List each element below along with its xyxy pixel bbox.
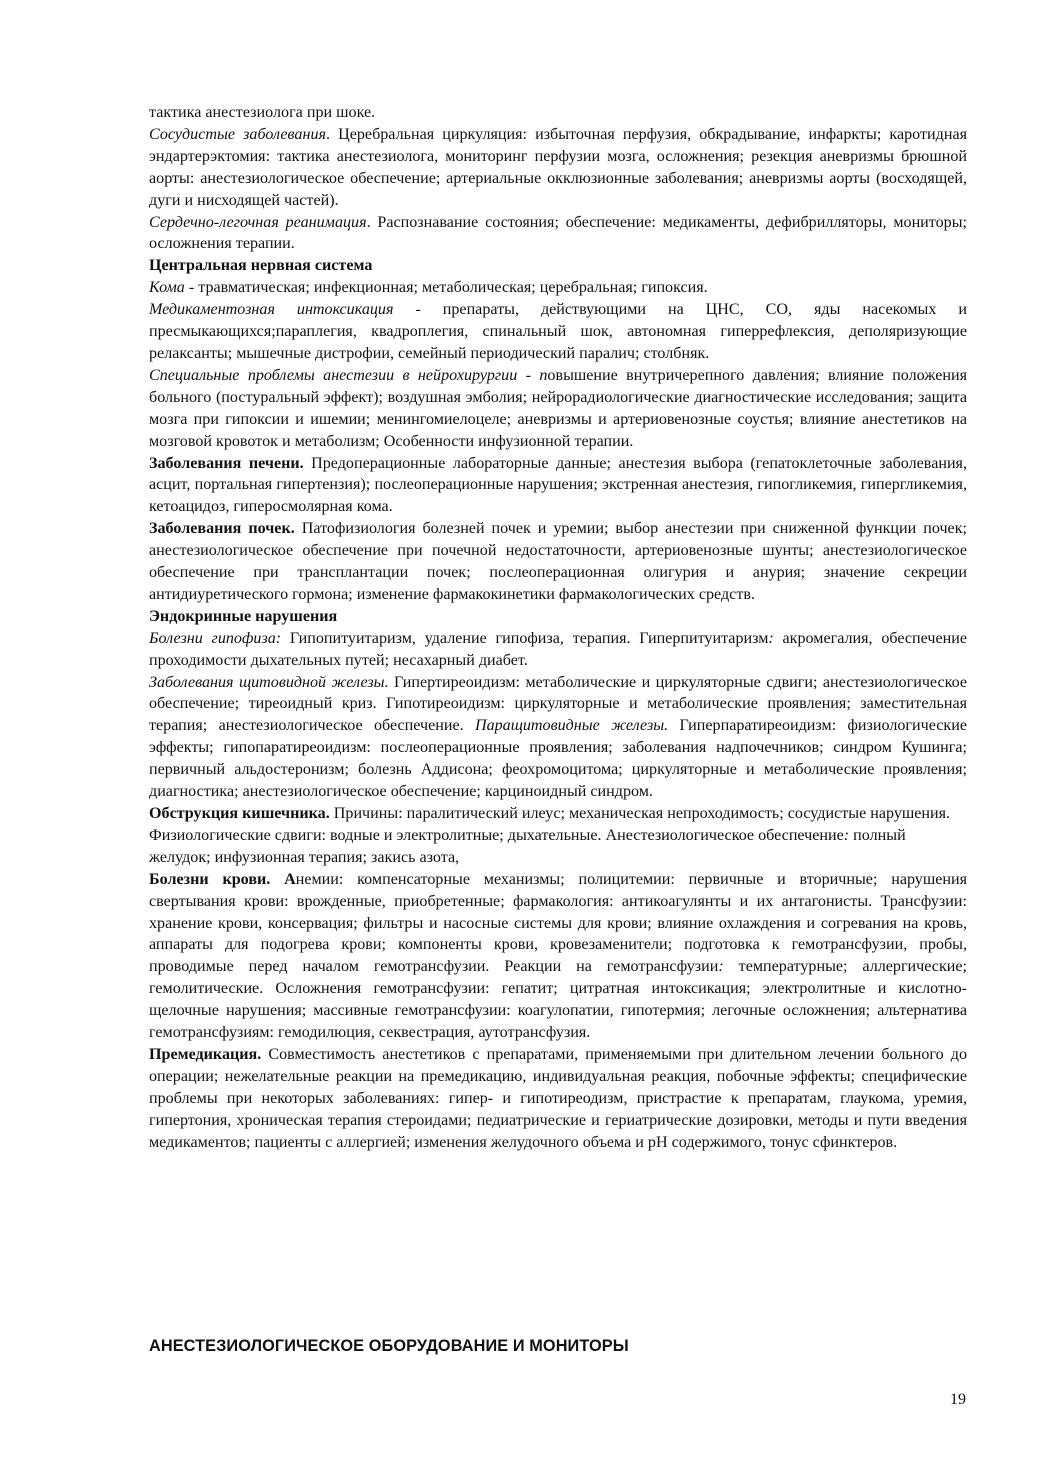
text-run: Патофизиология болезней почек и уремии; выбор анестезии при сниженной функции почек; анестезиологическое обеспечение при почечной недостаточности, артериовенозные шунты; анестезиологическое обеспечение при трансплантации почек; послеоперационная олигурия и анурия; значение секреции антидиуретического гормона; изменение фармакокинетики фармакологических средств. (149, 520, 967, 603)
text-run: Центральная нервная система (149, 257, 373, 275)
text-run: Паращитовидные железы. (474, 717, 669, 735)
text-run: Предоперационные лабораторные данные; анестезия выбора (гепатоклеточные заболевания, асцит, портальная гипертензия); послеоперационные нарушения; экстренная анестезия, гипогликемия, гипергликемия, кетоацидоз, гиперосмолярная кома. (149, 454, 967, 516)
paragraph-blood (149, 869, 967, 1044)
paragraph-intoxication (149, 299, 967, 365)
text-run: Специальные проблемы анестезии в нейрохирургии - п (149, 366, 548, 384)
paragraph-vascular (149, 124, 967, 212)
paragraph-shock-end (149, 102, 967, 124)
text-run: : (768, 629, 774, 647)
paragraph-kidney (149, 518, 967, 606)
paragraph-coma (149, 277, 967, 299)
text-run: Болезни крови. А (149, 870, 296, 888)
text-run: Эндокринные нарушения (149, 607, 338, 625)
text-run: Кома - (149, 279, 199, 297)
paragraph-liver (149, 453, 967, 519)
paragraph-cns-heading (149, 255, 967, 277)
paragraph-premedication (149, 1044, 967, 1154)
paragraph-bowel (149, 803, 967, 869)
text-run: Гиперпаратиреоидизм: физиологические эффекты; гипопаратиреоидизм: послеоперационные проявления; заболевания надпочечников; синдром Кушинга; первичный альдостеронизм; болезнь Аддисона; феохромоцитома; циркуляторные и метаболические проявления; диагностика; анестезиологическое обеспечение; карциноидный синдром. (149, 717, 968, 801)
text-run: акромегалия, обеспечение проходимости дыхательных путей; несахарный диабет. (149, 629, 967, 669)
paragraph-neurosurgery (149, 365, 967, 453)
page-number: 19 (950, 1391, 966, 1408)
text-run: Медикаментозная интоксикация (149, 301, 394, 319)
paragraph-pituitary (149, 628, 967, 672)
text-run: : (843, 826, 850, 844)
text-run: тактика анестезиолога при шоке. (149, 104, 376, 121)
text-run: Болезни гипофиза: (149, 629, 282, 647)
text-run: . Распознавание состояния; обеспечение: медикаменты, дефибрилляторы, мониторы; осложнения терапии. (149, 213, 967, 253)
text-run: немии: компенсаторные механизмы; полицитемии: первичные и вторичные; нарушения свертывания крови: врожденные, приобретенные; фармакология: антикоагулянты и их антагонисты. Трансфузии: хранение крови, консервация; фильтры и насосные системы для крови; влияние охлаждения и согревания на кровь, аппараты для подогрева крови; компоненты крови, кровезаменители; подготовка к гемотрансфузии, пробы, проводимые перед началом гемотрансфузии. Реакции на гемотрансфузии (149, 870, 968, 976)
text-run: : (718, 958, 724, 976)
text-run: полный желудок; инфузионная терапия; закись азота, (149, 826, 906, 866)
text-run: Гипопитуитаризм, удаление гипофиза, терапия. Гиперпитуитаризм (281, 629, 769, 647)
text-run: Заболевания почек. (149, 520, 295, 538)
paragraph-thyroid (149, 672, 967, 803)
text-run: Сердечно-легочная реанимация (149, 213, 367, 231)
text-run: Гипертиреоидизм: метаболические и циркуляторные сдвиги; анестезиологическое обеспечение; тиреоидный криз. Гипотиреоидизм: циркуляторные и метаболические проявления; заместительная терапия; анестезиологическое обеспечение. (149, 673, 967, 735)
text-run: Совместимость анестетиков с препаратами, применяемыми при длительном лечении больного до операции; нежелательные реакции на премедикацию, индивидуальная реакция, побочные эффекты; специфические проблемы при некоторых заболеваниях: гипер- и гипотиреодизм, пристрастие к препаратам, глаукома, уремия, гипертония, хроническая терапия стероидами; педиатрические и гериатрические дозировки, методы и пути введения медикаментов; пациенты с аллергией; изменения желудочного объема и pH содержимого, тонус сфинктеров. (149, 1045, 967, 1151)
text-run: Причины: паралитический илеус; механическая непроходимость; сосудистые нарушения. Физиологические сдвиги: водные и электролитные; дыхательные. Анестезиологическое обеспечение (149, 805, 951, 844)
text-run: . Церебральная циркуляция: избыточная перфузия, обкрадывание, инфаркты; каротидная эндартерэктомия: тактика анестезиолога, мониторинг перфузии мозга, осложнения; резекция аневризмы брюшной аорты: анестезиологическое обеспечение; артериальные окклюзионные заболевания; аневризмы аорты (восходящей, дуги и нисходящей частей). (149, 125, 968, 209)
text-run: Заболевания щитовидной железы. (149, 673, 389, 691)
text-run: Обструкция кишечника. (149, 805, 330, 822)
text-run: температурные; аллергические; гемолитические. Осложнения гемотрансфузии: гепатит; цитратная интоксикация; электролитные и кислотно-щелочные нарушения; массивные гемотрансфузии: коагулопатии, гипотермия; легочные осложнения; альтернатива гемотрансфузиям: гемодилюция, секвестрация, аутотрансфузия. (149, 958, 967, 1042)
document-body (149, 102, 967, 1154)
section-heading: АНЕСТЕЗИОЛОГИЧЕСКОЕ ОБОРУДОВАНИЕ И МОНИТОРЫ (149, 1337, 629, 1355)
text-run: Сосудистые заболевания (149, 125, 326, 143)
text-run: овышение внутричерепного давления; влияние положения больного (постуральный эффект); воздушная эмболия; нейрорадиологические диагностические исследования; защита мозга при гипоксии и ишемии; менингомиелоцеле; аневризмы и артериовенозные соустья; влияние анестетиков на мозговой кровоток и метаболизм; Особенности инфузионной терапии. (149, 366, 967, 450)
text-run: травматическая; инфекционная; метаболическая; церебральная; гипоксия. (198, 279, 708, 297)
text-run: - препараты, действующими на ЦНС, СО, яды насекомых и пресмыкающихся;параплегия, квадроплегия, спинальный шок, автономная гиперрефлексия, деполяризующие релаксанты; мышечные дистрофии, семейный периодический паралич; столбняк. (149, 301, 967, 362)
text-run: Премедикация. (149, 1045, 262, 1063)
paragraph-endocrine-heading (149, 606, 967, 628)
text-run: Заболевания печени. (149, 454, 304, 472)
paragraph-cpr (149, 212, 967, 256)
